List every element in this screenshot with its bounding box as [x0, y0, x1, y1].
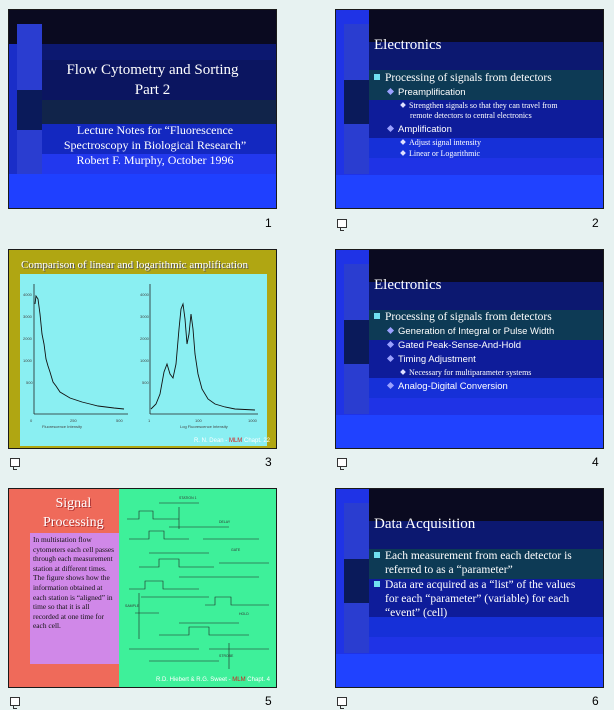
- bullet-level1: Each measurement from each detector is: [374, 549, 572, 563]
- title-line-1: Signal: [55, 496, 92, 511]
- svg-text:1000: 1000: [140, 358, 149, 363]
- svg-text:4000: 4000: [140, 292, 149, 297]
- diamond-bullet-icon: [400, 150, 406, 156]
- slide-6-number: 6: [592, 694, 599, 708]
- svg-text:STATION 1: STATION 1: [179, 496, 197, 500]
- subtitle-line-3: Robert F. Murphy, October 1996: [76, 153, 234, 167]
- bullet-level3-continued: remote detectors to central electronics: [410, 111, 532, 120]
- svg-text:4000: 4000: [23, 292, 32, 297]
- bullet-level2: Gated Peak-Sense-And-Hold: [388, 340, 521, 352]
- bullet-level1-continued: for each “parameter” (variable) for each: [385, 593, 570, 605]
- title-line-2: Part 2: [134, 82, 171, 98]
- slide-2-title: Electronics: [374, 37, 442, 53]
- svg-text:2000: 2000: [23, 336, 32, 341]
- slide-1-subtitle: [44, 123, 266, 168]
- svg-text:Log Fluorescence Intensity: Log Fluorescence Intensity: [180, 424, 228, 429]
- bullet-level3: Adjust signal intensity: [401, 138, 481, 148]
- bullet-level3: Necessary for multiparameter systems: [401, 368, 531, 378]
- diamond-bullet-icon: [387, 88, 394, 95]
- svg-text:500: 500: [116, 418, 123, 423]
- svg-text:2000: 2000: [140, 336, 149, 341]
- svg-text:500: 500: [142, 380, 149, 385]
- subtitle-line-1: Lecture Notes for “Fluorescence: [76, 123, 234, 137]
- slide-2[interactable]: [335, 9, 604, 209]
- square-bullet-icon: [374, 74, 380, 80]
- svg-text:STROBE: STROBE: [219, 654, 234, 658]
- svg-text:Fluorescence Intensity: Fluorescence Intensity: [42, 424, 83, 429]
- slide-3[interactable]: [8, 249, 277, 449]
- title-line-2: Processing: [43, 515, 104, 530]
- slide-5-body-text: In multistation flow cytometers each cell passes through each measurement station at different times. The figure shows how the information obtained at each station is “aligned” in time so that it is all recorded at one time for each cell.: [30, 533, 119, 664]
- square-bullet-icon: [374, 581, 380, 587]
- slide-6[interactable]: [335, 488, 604, 688]
- svg-text:GATE: GATE: [231, 548, 241, 552]
- notes-icon[interactable]: [10, 458, 20, 467]
- bullet-level1-continued: referred to as a “parameter”: [385, 564, 513, 576]
- bullet-level2: Amplification: [388, 124, 452, 136]
- subtitle-line-2: Spectroscopy in Biological Research”: [63, 138, 247, 152]
- svg-text:3000: 3000: [140, 314, 149, 319]
- slide-5-citation: R.D. Hiebert & R.G. Sweet - MLM Chapt. 4: [155, 677, 270, 683]
- svg-text:1000: 1000: [23, 358, 32, 363]
- slide-3-title: Comparison of linear and logarithmic amplification: [21, 259, 248, 271]
- slide-5-title: [43, 494, 104, 532]
- svg-text:0: 0: [30, 418, 33, 423]
- slide-1[interactable]: [8, 9, 277, 209]
- slide-5-number: 5: [265, 694, 272, 708]
- svg-text:3000: 3000: [23, 314, 32, 319]
- diamond-bullet-icon: [387, 327, 394, 334]
- timing-diagram: [119, 489, 276, 687]
- svg-text:500: 500: [26, 380, 33, 385]
- bullet-level1: Processing of signals from detectors: [374, 71, 552, 85]
- notes-icon[interactable]: [337, 219, 347, 228]
- notes-icon[interactable]: [10, 697, 20, 706]
- diamond-bullet-icon: [387, 355, 394, 362]
- amplification-plots: [20, 274, 267, 446]
- diamond-bullet-icon: [400, 369, 406, 375]
- slide-4[interactable]: [335, 249, 604, 449]
- slide-background-pattern: [9, 10, 277, 209]
- slide-1-title: [39, 60, 266, 100]
- bullet-level2: Generation of Integral or Pulse Width: [388, 326, 554, 338]
- notes-icon[interactable]: [337, 458, 347, 467]
- slide-5[interactable]: [8, 488, 277, 688]
- timing-diagram-image: [119, 489, 276, 687]
- bullet-level1-continued: “event” (cell): [385, 607, 448, 619]
- svg-text:1: 1: [148, 418, 151, 423]
- bullet-level1: Processing of signals from detectors: [374, 310, 552, 324]
- svg-text:250: 250: [70, 418, 77, 423]
- amplification-chart-image: [20, 274, 267, 446]
- svg-text:100: 100: [195, 418, 202, 423]
- svg-text:SAMPLE: SAMPLE: [125, 604, 140, 608]
- bullet-level1: Data are acquired as a “list” of the values: [374, 578, 575, 592]
- bullet-level3: Linear or Logarithmic: [401, 149, 480, 159]
- slide-6-title: Data Acquisition: [374, 516, 476, 532]
- title-line-1: Flow Cytometry and Sorting: [66, 62, 239, 78]
- square-bullet-icon: [374, 313, 380, 319]
- bullet-level3: Strengthen signals so that they can travel from: [401, 101, 558, 111]
- slide-1-number: 1: [265, 216, 272, 230]
- slide-4-number: 4: [592, 455, 599, 469]
- diamond-bullet-icon: [400, 139, 406, 145]
- svg-text:DELAY: DELAY: [219, 520, 231, 524]
- bullet-level2: Preamplification: [388, 87, 466, 99]
- svg-text:1000: 1000: [248, 418, 257, 423]
- diamond-bullet-icon: [387, 341, 394, 348]
- diamond-bullet-icon: [387, 125, 394, 132]
- bullet-level2: Timing Adjustment: [388, 354, 476, 366]
- slide-2-number: 2: [592, 216, 599, 230]
- slide-4-title: Electronics: [374, 277, 442, 293]
- diamond-bullet-icon: [387, 382, 394, 389]
- slide-3-citation: R. N. Dean - MLM Chapt. 22: [193, 438, 270, 444]
- diamond-bullet-icon: [400, 102, 406, 108]
- svg-text:HOLD: HOLD: [239, 612, 249, 616]
- slide-3-number: 3: [265, 455, 272, 469]
- bullet-level2: Analog-Digital Conversion: [388, 381, 508, 393]
- notes-icon[interactable]: [337, 697, 347, 706]
- square-bullet-icon: [374, 552, 380, 558]
